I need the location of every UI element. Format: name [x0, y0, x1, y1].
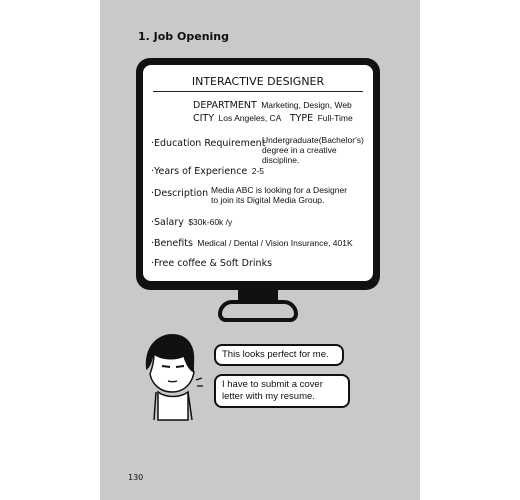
speech-bubble-1	[214, 344, 344, 366]
job-title: INTERACTIVE DESIGNER	[191, 75, 325, 88]
character-illustration	[136, 332, 206, 422]
benefits-label: ·Benefits	[151, 238, 193, 249]
monitor-stand	[218, 300, 298, 322]
page-number: 130	[128, 473, 144, 482]
extra-label: ·Free coffee & Soft Drinks	[151, 258, 273, 269]
education-value: Undergraduate(Bachelor's) degree in a creative discipline.	[262, 135, 364, 165]
computer-monitor	[136, 58, 380, 290]
title-divider	[153, 91, 363, 92]
city-type-row	[193, 108, 353, 126]
type-value: Full-Time	[317, 113, 353, 123]
speech-text-1: This looks perfect for me.	[222, 349, 329, 360]
description-label-row	[151, 183, 208, 201]
speech-text-2: I have to submit a cover letter with my resume.	[222, 379, 323, 402]
extra-row	[151, 253, 272, 271]
benefits-value: Medical / Dental / Vision Insurance, 401K	[197, 238, 353, 248]
experience-label: ·Years of Experience	[151, 166, 248, 177]
department-label: DEPARTMENT	[193, 100, 257, 111]
education-label: ·Education Requirement	[151, 138, 266, 149]
department-value: Marketing, Design, Web	[261, 100, 352, 110]
experience-value: 2-5	[251, 166, 265, 176]
city-label: CITY	[193, 113, 215, 124]
salary-value: $30k-60k /y	[188, 217, 233, 227]
speech-bubble-2	[214, 374, 350, 408]
description-label: ·Description	[151, 188, 209, 199]
education-label-row	[151, 133, 265, 151]
book-page	[100, 0, 420, 500]
city-value: Los Angeles, CA	[218, 113, 282, 123]
type-label: TYPE	[289, 113, 314, 124]
monitor-screen	[143, 65, 373, 281]
salary-label: ·Salary	[151, 217, 184, 228]
benefits-row	[151, 233, 353, 251]
experience-row	[151, 161, 264, 179]
description-value: Media ABC is looking for a Designer to join its Digital Media Group.	[211, 185, 348, 205]
section-title: 1. Job Opening	[138, 30, 230, 43]
salary-row	[151, 212, 232, 230]
